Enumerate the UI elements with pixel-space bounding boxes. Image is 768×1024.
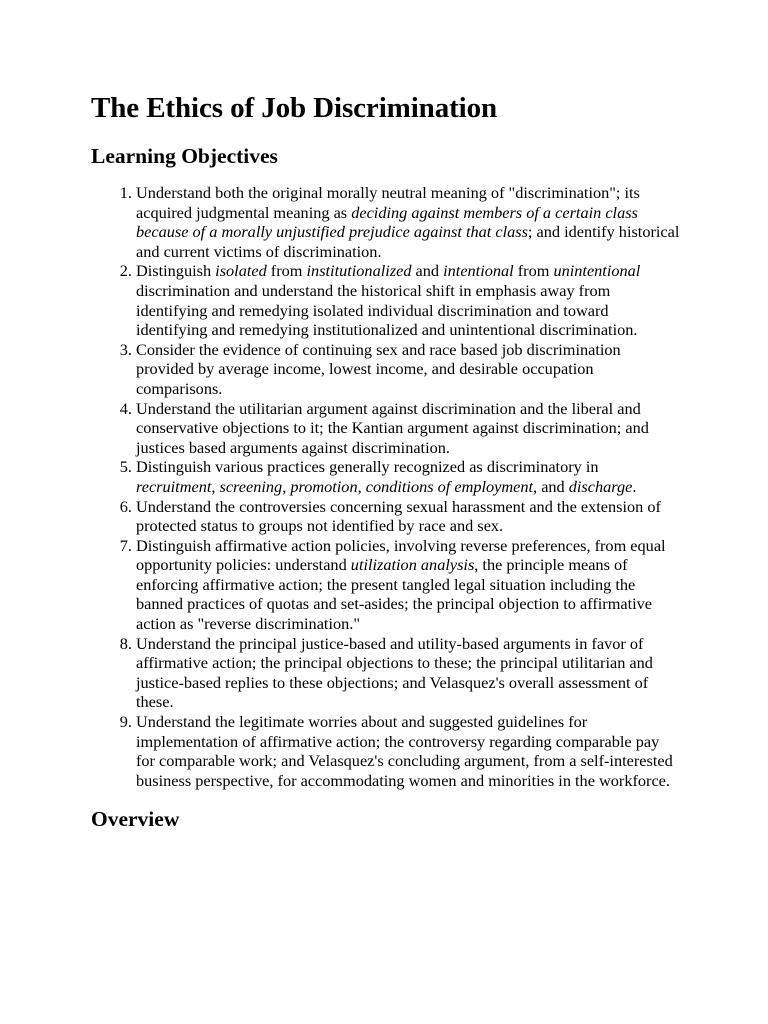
objective-emphasis: deciding against members of a certain class because of a morally unjustified prejudice against that class <box>136 202 638 242</box>
objective-emphasis: recruitment <box>136 476 212 496</box>
objective-emphasis: screening <box>219 476 283 496</box>
objective-item <box>136 340 680 399</box>
objective-text: . <box>632 476 637 496</box>
objective-text: Understand the legitimate worries about and suggested guidelines for implementation of affirmative action; the controversy regarding comparable pay for comparable work; and Velasquez's concluding argument, from a self-interested business perspective, for accommodating women and minorities in the workforce. <box>136 712 673 790</box>
objective-text: Understand the utilitarian argument against discrimination and the liberal and conservative objections to it; the Kantian argument against discrimination; and justices based arguments against discrimination. <box>136 398 649 457</box>
objective-emphasis: promotion <box>290 476 358 496</box>
objective-item <box>136 712 680 790</box>
objective-text: from <box>513 261 554 281</box>
objective-text: Understand the controversies concerning sexual harassment and the extension of protected status to groups not identified by race and sex. <box>136 496 661 536</box>
objective-text: , and <box>533 476 569 496</box>
objective-text: discrimination and understand the historical shift in emphasis away from identifying and remedying isolated individual discrimination and toward identifying and remedying institutionalized and unintentional discrimination. <box>136 280 638 340</box>
objective-text: , <box>357 476 366 496</box>
objective-text: Consider the evidence of continuing sex and race based job discrimination provided by average income, lowest income, and desirable occupation comparisons. <box>136 339 621 398</box>
learning-objectives-heading: Learning Objectives <box>91 144 278 168</box>
objective-item <box>136 497 680 536</box>
objective-text: , <box>211 476 220 496</box>
objective-emphasis: isolated <box>215 261 267 281</box>
objective-text: from <box>266 261 307 281</box>
document-title: The Ethics of Job Discrimination <box>91 92 498 124</box>
objective-item <box>136 261 680 339</box>
objective-item <box>136 399 680 458</box>
objective-text: , <box>282 476 291 496</box>
objective-text: Distinguish various practices generally recognized as discriminatory in <box>136 457 599 477</box>
objective-item <box>136 536 680 634</box>
objective-emphasis: unintentional <box>553 261 641 281</box>
objective-text: Understand both the original morally neutral meaning of "discrimination"; its acquired judgmental meaning as <box>136 183 640 222</box>
objective-emphasis: conditions of employment <box>365 476 534 496</box>
objective-item <box>136 183 680 261</box>
objective-text: Distinguish affirmative action policies, involving reverse preferences, from equal opportunity policies: understand <box>136 535 666 575</box>
overview-heading: Overview <box>91 807 180 832</box>
objective-emphasis: institutionalized <box>306 261 412 281</box>
objective-text: , the principle means of enforcing affirmative action; the present tangled legal situation including the banned practices of quotas and set-asides; the principal objection to affirmative action as "reverse discrimination." <box>136 555 652 634</box>
learning-objectives-list <box>91 183 680 790</box>
objective-emphasis: intentional <box>443 261 514 281</box>
objective-text: Distinguish <box>136 261 216 281</box>
objective-emphasis: utilization analysis <box>350 555 475 575</box>
objective-text: Understand the principal justice-based and utility-based arguments in favor of affirmative action; the principal objections to these; the principal utilitarian and justice-based replies to these objections; and Velasquez's overall assessment of these. <box>136 633 653 712</box>
objective-item <box>136 457 680 496</box>
objective-emphasis: discharge <box>568 476 633 496</box>
objective-text: ; and identify historical and current victims of discrimination. <box>136 222 680 261</box>
objective-text: and <box>411 261 444 281</box>
objective-item <box>136 634 680 712</box>
